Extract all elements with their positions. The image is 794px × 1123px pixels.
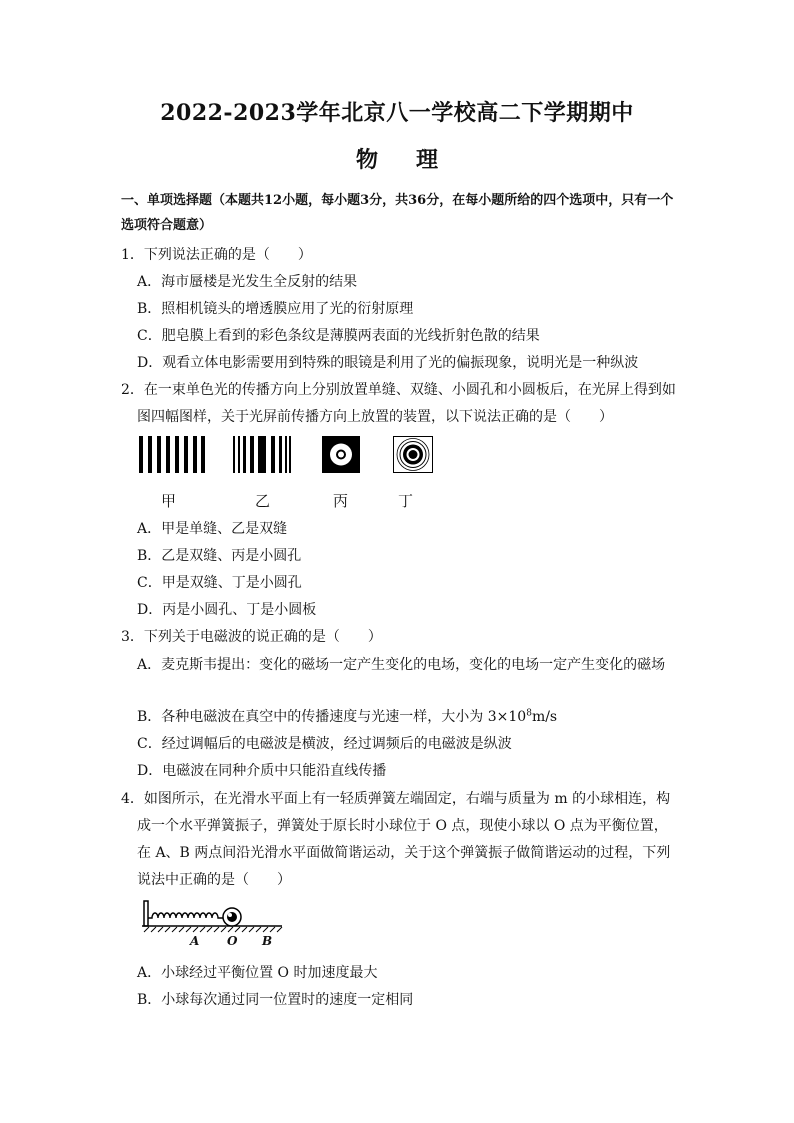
question-4-option-a: A．小球经过平衡位置 O 时加速度最大	[137, 965, 378, 981]
question-2-option-b: B．乙是双缝、丙是小圆孔	[137, 548, 302, 564]
question-1-option-a: A．海市蜃楼是光发生全反射的结果	[137, 274, 358, 290]
question-3-option-a: A．麦克斯韦提出：变化的磁场一定产生变化的电场，变化的电场一定产生变化的磁场	[137, 657, 666, 673]
label-bing: 丙	[333, 492, 349, 510]
question-4-stem-line1: 4．如图所示，在光滑水平面上有一轻质弹簧左端固定，右端与质量为 m 的小球相连，构	[121, 791, 671, 807]
label-point-a: A	[190, 934, 200, 948]
section-heading: 一、单项选择题（本题共12小题，每小题3分，共36分，在每小题所给的四个选项中，只有一个选项符合题意）	[121, 193, 674, 233]
question-4-stem-line3: 在 A、B 两点间沿光滑水平面做简谐运动，关于这个弹簧振子做简谐运动的过程，下列	[137, 845, 671, 861]
label-jia: 甲	[161, 492, 177, 510]
question-4-stem-line2: 成一个水平弹簧振子，弹簧处于原长时小球位于 O 点，现使小球以 O 点为平衡位置，	[137, 818, 668, 834]
question-1-option-c: C．肥皂膜上看到的彩色条纹是薄膜两表面的光线折射色散的结果	[137, 328, 540, 344]
pattern-yi	[233, 436, 291, 473]
spring-diagram	[140, 896, 290, 936]
question-1-stem: 1．下列说法正确的是（ ）	[121, 247, 312, 263]
question-1-option-d: D．观看立体电影需要用到特殊的眼镜是利用了光的偏振现象，说明光是一种纵波	[137, 355, 639, 371]
question-3-stem: 3．下列关于电磁波的说正确的是（ ）	[121, 629, 382, 645]
label-ding: 丁	[398, 492, 414, 510]
question-2-stem-line1: 2．在一束单色光的传播方向上分别放置单缝、双缝、小圆孔和小圆板后，在光屏上得到如	[121, 382, 676, 398]
question-2-stem-line2: 图四幅图样，关于光屏前传播方向上放置的装置，以下说法正确的是（ ）	[137, 409, 613, 425]
question-1-option-b: B．照相机镜头的增透膜应用了光的衍射原理	[137, 301, 414, 317]
spring-oscillator-figure	[140, 896, 290, 956]
question-2-option-d: D．丙是小圆孔、丁是小圆板	[137, 602, 317, 618]
question-3-option-d: D．电磁波在同种介质中只能沿直线传播	[137, 763, 387, 779]
label-point-o: O	[227, 934, 238, 948]
subject-title: 物理	[355, 147, 476, 173]
exam-title: 2022-2023学年北京八一学校高二下学期期中	[160, 100, 634, 126]
question-2-option-a: A．甲是单缝、乙是双缝	[137, 521, 288, 537]
pattern-jia	[139, 436, 205, 473]
question-3-option-c: C．经过调幅后的电磁波是横波，经过调频后的电磁波是纵波	[137, 736, 512, 752]
pattern-ding	[393, 436, 433, 473]
label-point-b: B	[262, 934, 273, 948]
question-3-option-b: B．各种电磁波在真空中的传播速度与光速一样，大小为 $3\times 10^8m/s$	[137, 708, 558, 725]
diffraction-patterns-figure	[137, 436, 447, 516]
question-2-option-c: C．甲是双缝、丁是小圆孔	[137, 575, 302, 591]
question-4-stem-line4: 说法中正确的是（ ）	[137, 872, 291, 888]
label-yi: 乙	[255, 492, 271, 510]
question-4-option-b: B．小球每次通过同一位置时的速度一定相同	[137, 992, 414, 1008]
pattern-bing	[322, 436, 360, 473]
